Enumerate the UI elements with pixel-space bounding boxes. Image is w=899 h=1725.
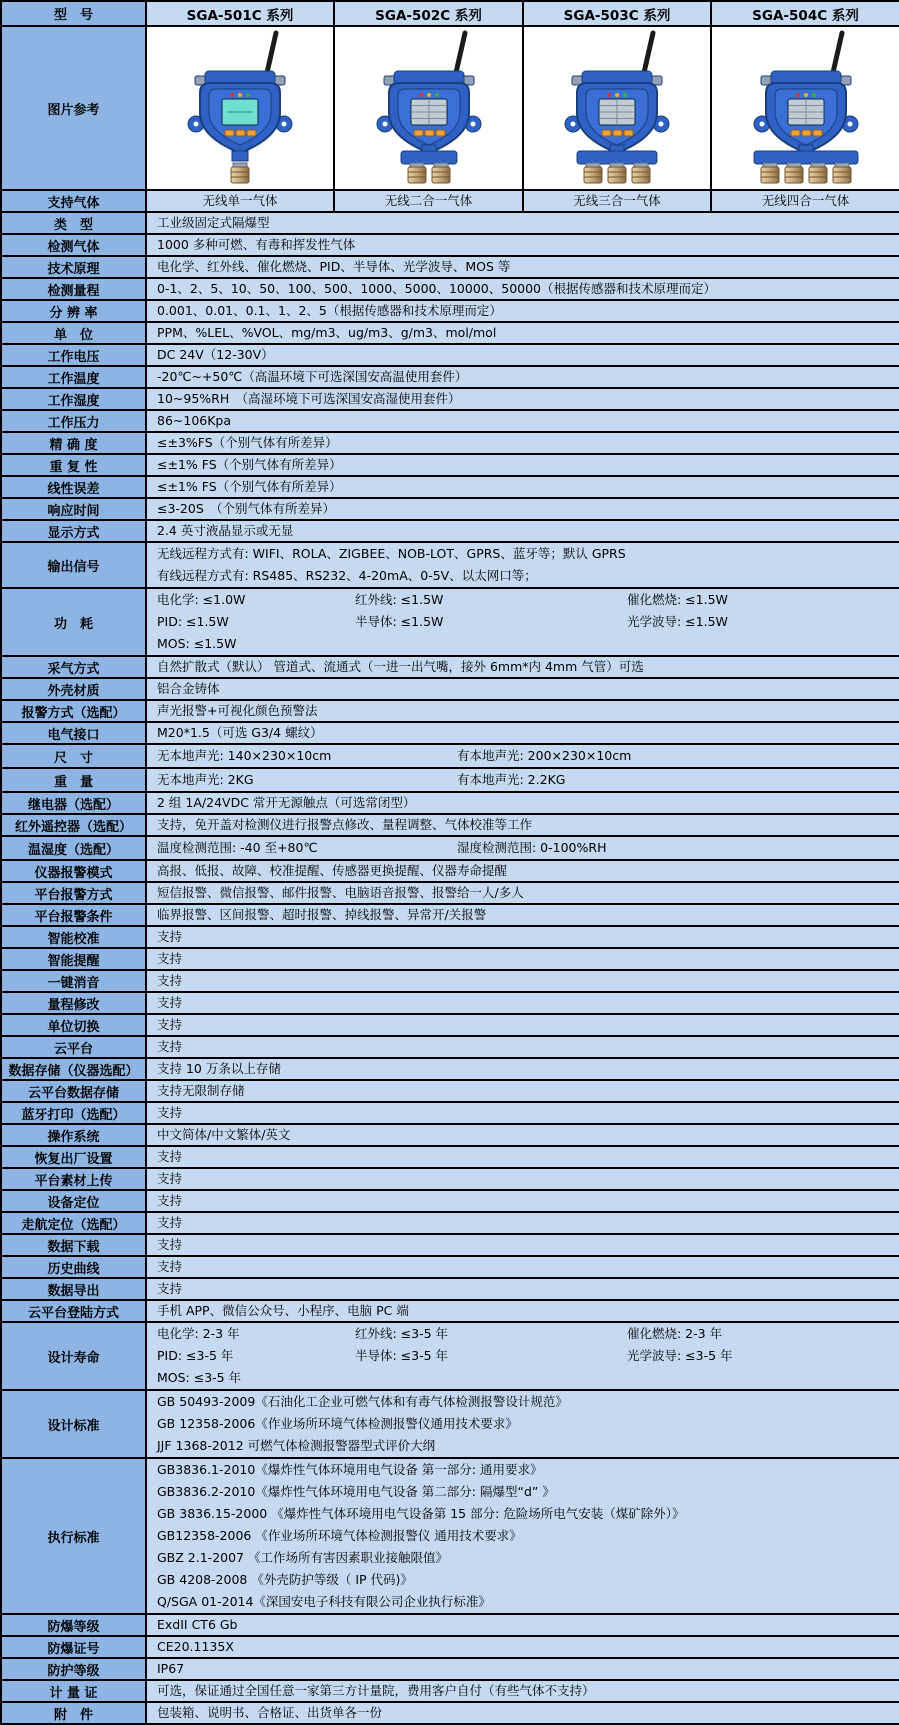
gas-sensor-head: [785, 167, 803, 183]
row-value: 支持: [146, 1212, 899, 1234]
value-segment: MOS: ≤1.5W: [157, 636, 237, 651]
spec-row: [1, 948, 899, 970]
row-label: 支持气体: [1, 190, 146, 212]
row-value-line: JJF 1368-2012 可燃气体检测报警器型式评价大纲: [157, 1438, 436, 1453]
row-value-line: 无线远程方式有: WIFI、ROLA、ZIGBEE、NOB-LOT、GPRS、蓝牙等；默认 GPRS: [157, 546, 626, 561]
row-cell: 无线二合一气体: [334, 190, 523, 212]
row-label: 功 耗: [1, 588, 146, 656]
status-led: [804, 93, 808, 97]
row-value-line: [157, 1345, 895, 1389]
row-value: [146, 1390, 899, 1458]
row-label: 类 型: [1, 212, 146, 234]
gas-sensor-head: [761, 167, 779, 183]
row-value: 自然扩散式（默认） 管道式、流通式（一进一出气嘴，接外 6mm*内 4mm 气管）可选: [146, 656, 899, 678]
row-label: 尺 寸: [1, 744, 146, 768]
spec-row: [1, 1680, 899, 1702]
spec-row: [1, 1458, 899, 1614]
value-segment: 有本地声光: 2.2KG: [457, 772, 566, 787]
row-value: ExdII CT6 Gb: [146, 1614, 899, 1636]
row-cell: 无线单一气体: [146, 190, 334, 212]
row-value-line: Q/SGA 01-2014《深国安电子科技有限公司企业执行标准》: [157, 1594, 491, 1609]
antenna-icon: [832, 33, 842, 77]
spec-row: [1, 722, 899, 744]
row-label: 报警方式（选配）: [1, 700, 146, 722]
spec-row: [1, 322, 899, 344]
row-label: 智能校准: [1, 926, 146, 948]
device-button: [225, 130, 234, 136]
row-value: 2.4 英寸液晶显示或无显: [146, 520, 899, 542]
row-value: -20℃~+50℃（高温环境下可选深国安高温使用套件）: [146, 366, 899, 388]
spec-row: [1, 926, 899, 948]
model-label-cell: 型 号: [1, 1, 146, 26]
device-button: [414, 130, 423, 136]
product-image-cell: [523, 26, 711, 190]
gas-detector-illustration: [716, 27, 896, 185]
row-value: 工业级固定式隔爆型: [146, 212, 899, 234]
device-button: [436, 130, 445, 136]
product-image-cell: [146, 26, 334, 190]
row-value: 支持 10 万条以上存储: [146, 1058, 899, 1080]
row-value: 86~106Kpa: [146, 410, 899, 432]
row-label: 防爆证号: [1, 1636, 146, 1658]
value-segment: 电化学: 2-3 年: [157, 1326, 240, 1341]
sensor-manifold: [754, 151, 858, 164]
spec-row: [1, 836, 899, 860]
status-led: [230, 93, 234, 97]
antenna-icon: [643, 33, 653, 77]
row-value: 支持: [146, 948, 899, 970]
row-label: 采气方式: [1, 656, 146, 678]
row-label: 外壳材质: [1, 678, 146, 700]
row-value: [146, 588, 899, 656]
row-value: 10~95%RH （高湿环境下可选深国安高湿使用套件）: [146, 388, 899, 410]
spec-row: [1, 1390, 899, 1458]
spec-row: [1, 498, 899, 520]
spec-row: [1, 1256, 899, 1278]
spec-row: [1, 344, 899, 366]
spec-row: [1, 860, 899, 882]
device-button: [802, 130, 811, 136]
device-button: [813, 130, 822, 136]
value-segment: 红外线: ≤3-5 年: [355, 1326, 449, 1341]
device-button: [613, 130, 622, 136]
series-header-cell: SGA-504C 系列: [711, 1, 899, 26]
spec-row: [1, 1124, 899, 1146]
value-segment: 红外线: ≤1.5W: [355, 592, 444, 607]
row-label: 数据下载: [1, 1234, 146, 1256]
spec-row: [1, 234, 899, 256]
status-led: [615, 93, 619, 97]
row-value-line: GB 3836.15-2000 《爆炸性气体环境用电气设备第 15 部分: 危险场所电气安装（煤矿除外）》: [157, 1506, 685, 1521]
row-value: 支持: [146, 1168, 899, 1190]
gas-sensor-head: [432, 167, 450, 183]
table-header-row: [1, 1, 899, 26]
device-button: [247, 130, 256, 136]
image-row-label: 图片参考: [1, 26, 146, 190]
status-led: [435, 93, 439, 97]
row-value-line: [157, 745, 895, 767]
value-segment: 无本地声光: 2KG: [157, 772, 254, 787]
row-label: 云平台数据存储: [1, 1080, 146, 1102]
spec-row: [1, 520, 899, 542]
row-value: 短信报警、微信报警、邮件报警、电脑语音报警、报警给一人/多人: [146, 882, 899, 904]
gas-sensor-head: [408, 167, 426, 183]
spec-row: [1, 410, 899, 432]
row-label: 操作系统: [1, 1124, 146, 1146]
row-label: 温湿度（选配）: [1, 836, 146, 860]
row-label: 平台报警方式: [1, 882, 146, 904]
status-led: [427, 93, 431, 97]
row-value: 高报、低报、故障、校准提醒、传感器更换提醒、仪器寿命提醒: [146, 860, 899, 882]
spec-row: [1, 1278, 899, 1300]
spec-row: [1, 388, 899, 410]
row-label: 工作电压: [1, 344, 146, 366]
row-label: 数据导出: [1, 1278, 146, 1300]
spec-row: [1, 700, 899, 722]
spec-row: [1, 1636, 899, 1658]
row-value-line: GB 4208-2008 《外壳防护等级（ IP 代码)》: [157, 1572, 413, 1587]
row-value: 可选，保证通过全国任意一家第三方计量院，费用客户自付（有些气体不支持）: [146, 1680, 899, 1702]
row-value: 支持: [146, 1036, 899, 1058]
row-value-line: GB 50493-2009《石油化工企业可燃气体和有毒气体检测报警设计规范》: [157, 1394, 568, 1409]
row-value: IP67: [146, 1658, 899, 1680]
gas-sensor-head: [809, 167, 827, 183]
row-value: DC 24V（12-30V）: [146, 344, 899, 366]
row-value-line: [157, 611, 895, 655]
row-value: M20*1.5（可选 G3/4 螺纹）: [146, 722, 899, 744]
row-value: 支持: [146, 1014, 899, 1036]
spec-row: [1, 366, 899, 388]
row-label: 工作湿度: [1, 388, 146, 410]
row-value: 支持: [146, 1190, 899, 1212]
value-segment: 半导体: ≤1.5W: [355, 614, 444, 629]
value-segment: 催化燃烧: ≤1.5W: [627, 592, 728, 607]
spec-row: [1, 882, 899, 904]
row-value: 支持: [146, 1146, 899, 1168]
spec-row: [1, 1036, 899, 1058]
row-label: 防护等级: [1, 1658, 146, 1680]
spec-row: [1, 1658, 899, 1680]
row-label: 单位切换: [1, 1014, 146, 1036]
spec-row: [1, 814, 899, 836]
row-value: [146, 1322, 899, 1390]
spec-row: [1, 256, 899, 278]
row-value: ≤±1% FS（个别气体有所差异）: [146, 454, 899, 476]
row-value: 0-1、2、5、10、50、100、500、1000、5000、10000、50000（根据传感器和技术原理而定）: [146, 278, 899, 300]
spec-row: [1, 212, 899, 234]
row-value-line: [157, 837, 895, 859]
row-value-line: GBZ 2.1-2007 《工作场所有害因素职业接触限值》: [157, 1550, 448, 1565]
row-value: 铝合金铸体: [146, 678, 899, 700]
row-value: [146, 1458, 899, 1614]
row-value-line: GB3836.1-2010《爆炸性气体环境用电气设备 第一部分: 通用要求》: [157, 1462, 543, 1477]
row-label: 检测气体: [1, 234, 146, 256]
row-value: 1000 多种可燃、有毒和挥发性气体: [146, 234, 899, 256]
spec-row: [1, 300, 899, 322]
value-segment: 半导体: ≤3-5 年: [355, 1348, 449, 1363]
row-value: [146, 542, 899, 588]
spec-row: [1, 588, 899, 656]
antenna-icon: [455, 33, 465, 77]
row-value-line: [157, 1323, 895, 1345]
row-label: 技术原理: [1, 256, 146, 278]
row-value: 支持: [146, 926, 899, 948]
product-images-row: [1, 26, 899, 190]
status-led: [419, 93, 423, 97]
row-value: 2 组 1A/24VDC 常开无源触点（可选常闭型）: [146, 792, 899, 814]
row-label: 精 确 度: [1, 432, 146, 454]
status-led: [238, 93, 242, 97]
row-value: ≤±1% FS（个别气体有所差异）: [146, 476, 899, 498]
device-button: [791, 130, 800, 136]
spec-row: [1, 678, 899, 700]
gas-detector-illustration: [527, 27, 707, 185]
row-value: 临界报警、区间报警、超时报警、掉线报警、异常开/关报警: [146, 904, 899, 926]
row-cell: 无线三合一气体: [523, 190, 711, 212]
row-value-line: 有线远程方式有: RS485、RS232、4-20mA、0-5V、以太网口等；: [157, 568, 537, 583]
spec-row: [1, 1080, 899, 1102]
value-segment: 催化燃烧: 2-3 年: [627, 1326, 723, 1341]
series-header-cell: SGA-503C 系列: [523, 1, 711, 26]
value-segment: PID: ≤1.5W: [157, 614, 229, 629]
spec-row: [1, 278, 899, 300]
spec-row: [1, 1212, 899, 1234]
value-segment: 光学波导: ≤1.5W: [627, 614, 728, 629]
value-segment: 有本地声光: 200×230×10cm: [457, 748, 632, 763]
spec-row: [1, 904, 899, 926]
row-value: 支持: [146, 1234, 899, 1256]
row-value: 支持: [146, 1102, 899, 1124]
spec-row: [1, 454, 899, 476]
device-button: [425, 130, 434, 136]
status-led: [623, 93, 627, 97]
row-label: 平台报警条件: [1, 904, 146, 926]
row-value: [146, 836, 899, 860]
row-value: 支持，免开盖对检测仪进行报警点修改、量程调整、气体校准等工作: [146, 814, 899, 836]
spec-row: [1, 1234, 899, 1256]
row-label: 设计标准: [1, 1390, 146, 1458]
spec-row: [1, 1146, 899, 1168]
row-value: [146, 768, 899, 792]
gas-sensor-head: [231, 167, 249, 183]
spec-row: [1, 1168, 899, 1190]
row-label: 恢复出厂设置: [1, 1146, 146, 1168]
gas-detector-illustration: [150, 27, 330, 185]
row-label: 智能提醒: [1, 948, 146, 970]
spec-row: [1, 1614, 899, 1636]
gas-sensor-head: [632, 167, 650, 183]
spec-row: [1, 1702, 899, 1724]
value-segment: 湿度检测范围: 0-100%RH: [457, 840, 607, 855]
row-value: 0.001、0.01、0.1、1、2、5（根据传感器和技术原理而定）: [146, 300, 899, 322]
spec-row: [1, 1058, 899, 1080]
row-label: 设备定位: [1, 1190, 146, 1212]
row-value-line: GB12358-2006 《作业场所环境气体检测报警仪 通用技术要求》: [157, 1528, 522, 1543]
row-value: 支持: [146, 1256, 899, 1278]
device-button: [602, 130, 611, 136]
row-label: 工作压力: [1, 410, 146, 432]
row-label: 设计寿命: [1, 1322, 146, 1390]
series-header-cell: SGA-501C 系列: [146, 1, 334, 26]
row-label: 执行标准: [1, 1458, 146, 1614]
device-button: [236, 130, 245, 136]
status-led: [796, 93, 800, 97]
row-label: 计 量 证: [1, 1680, 146, 1702]
spec-row: [1, 1300, 899, 1322]
row-label: 平台素材上传: [1, 1168, 146, 1190]
row-value-line: GB3836.2-2010《爆炸性气体环境用电气设备 第二部分: 隔爆型“d” 》: [157, 1484, 555, 1499]
row-value: [146, 744, 899, 768]
row-value: CE20.1135X: [146, 1636, 899, 1658]
sensor-manifold: [577, 151, 657, 164]
row-label: 重 复 性: [1, 454, 146, 476]
device-button: [624, 130, 633, 136]
spec-row: [1, 1190, 899, 1212]
row-value-line: GB 12358-2006《作业场所环境气体检测报警仪通用技术要求》: [157, 1416, 518, 1431]
row-label: 历史曲线: [1, 1256, 146, 1278]
row-label: 线性误差: [1, 476, 146, 498]
spec-row: [1, 1014, 899, 1036]
gas-detector-illustration: [339, 27, 519, 185]
row-value: 中文简体/中文繁体/英文: [146, 1124, 899, 1146]
row-label: 走航定位（选配）: [1, 1212, 146, 1234]
row-label: 红外遥控器（选配）: [1, 814, 146, 836]
spec-row: [1, 768, 899, 792]
spec-row: [1, 970, 899, 992]
gas-sensor-head: [608, 167, 626, 183]
row-value: ≤3-20S （个别气体有所差异）: [146, 498, 899, 520]
row-value: ≤±3%FS（个别气体有所差异）: [146, 432, 899, 454]
row-label: 云平台: [1, 1036, 146, 1058]
row-label: 云平台登陆方式: [1, 1300, 146, 1322]
row-value-line: [157, 769, 895, 791]
row-label: 一键消音: [1, 970, 146, 992]
status-led: [607, 93, 611, 97]
spec-row: [1, 476, 899, 498]
product-image-cell: [334, 26, 523, 190]
product-image-cell: [711, 26, 899, 190]
spec-row: [1, 1322, 899, 1390]
row-label: 继电器（选配）: [1, 792, 146, 814]
row-value: PPM、%LEL、%VOL、mg/m3、ug/m3、g/m3、mol/mol: [146, 322, 899, 344]
spec-row: [1, 1102, 899, 1124]
row-value: 支持: [146, 1278, 899, 1300]
row-cell: 无线四合一气体: [711, 190, 899, 212]
row-value: 支持无限制存储: [146, 1080, 899, 1102]
row-label: 防爆等级: [1, 1614, 146, 1636]
value-segment: 温度检测范围: -40 至+80℃: [157, 840, 318, 855]
row-label: 重 量: [1, 768, 146, 792]
row-label: 量程修改: [1, 992, 146, 1014]
row-label: 蓝牙打印（选配）: [1, 1102, 146, 1124]
row-label: 电气接口: [1, 722, 146, 744]
row-label: 响应时间: [1, 498, 146, 520]
row-value: 包装箱、说明书、合格证、出货单各一份: [146, 1702, 899, 1724]
gas-sensor-head: [833, 167, 851, 183]
value-segment: 无本地声光: 140×230×10cm: [157, 748, 332, 763]
spec-row: [1, 992, 899, 1014]
spec-row: [1, 792, 899, 814]
row-value: 电化学、红外线、催化燃烧、PID、半导体、光学波导、MOS 等: [146, 256, 899, 278]
row-label: 单 位: [1, 322, 146, 344]
status-led: [246, 93, 250, 97]
row-label: 检测量程: [1, 278, 146, 300]
row-label: 仪器报警模式: [1, 860, 146, 882]
row-value: 声光报警+可视化颜色预警法: [146, 700, 899, 722]
row-value: 支持: [146, 970, 899, 992]
spec-row: [1, 432, 899, 454]
row-label: 显示方式: [1, 520, 146, 542]
value-segment: MOS: ≤3-5 年: [157, 1370, 242, 1385]
row-label: 数据存储（仪器选配）: [1, 1058, 146, 1080]
row-value-line: [157, 589, 895, 611]
row-label: 工作温度: [1, 366, 146, 388]
row-label: 分 辨 率: [1, 300, 146, 322]
row-value: 手机 APP、微信公众号、小程序、电脑 PC 端: [146, 1300, 899, 1322]
value-segment: PID: ≤3-5 年: [157, 1348, 234, 1363]
status-led: [812, 93, 816, 97]
sensor-manifold: [401, 151, 457, 164]
value-segment: 光学波导: ≤3-5 年: [627, 1348, 733, 1363]
row-value: 支持: [146, 992, 899, 1014]
spec-row: [1, 744, 899, 768]
row-label: 附 件: [1, 1702, 146, 1724]
spec-row: [1, 542, 899, 588]
row-label: 输出信号: [1, 542, 146, 588]
antenna-icon: [266, 33, 276, 77]
gas-sensor-head: [584, 167, 602, 183]
spec-row: [1, 190, 899, 212]
series-header-cell: SGA-502C 系列: [334, 1, 523, 26]
spec-row: [1, 656, 899, 678]
value-segment: 电化学: ≤1.0W: [157, 592, 246, 607]
